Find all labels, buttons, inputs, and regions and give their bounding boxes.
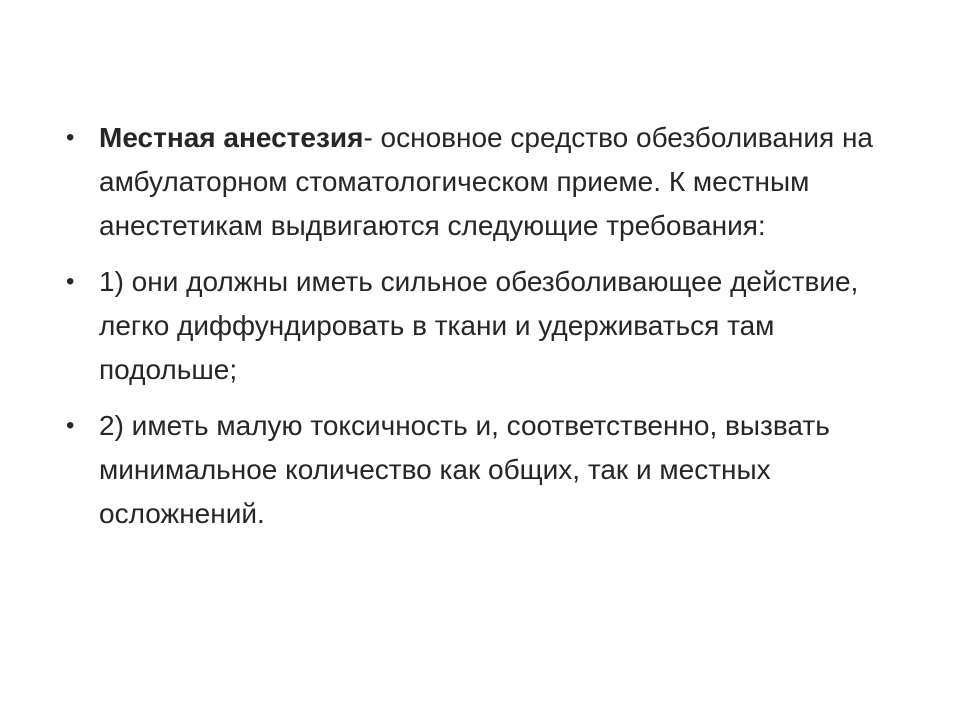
bullet-icon: •	[66, 268, 75, 295]
bullet-lead-text: Местная анестезия	[99, 122, 364, 153]
bullet-item-local-anesthesia	[66, 116, 906, 248]
bullet-item-requirement-1	[66, 260, 906, 392]
bullet-text: - основное средство обезболивания на амбулаторном стоматологическом приеме. К местным анестетикам выдвигаются следующие требования:	[99, 122, 873, 241]
bullet-icon: •	[66, 412, 75, 439]
bullet-text: 1) они должны иметь сильное обезболивающее действие, легко диффундировать в ткани и удерживаться там подольше;	[99, 266, 859, 385]
bullet-list	[66, 116, 906, 548]
bullet-item-requirement-2	[66, 404, 906, 536]
bullet-text: 2) иметь малую токсичность и, соответственно, вызвать минимальное количество как общих, так и местных осложнений.	[99, 410, 830, 529]
bullet-icon: •	[66, 124, 75, 151]
